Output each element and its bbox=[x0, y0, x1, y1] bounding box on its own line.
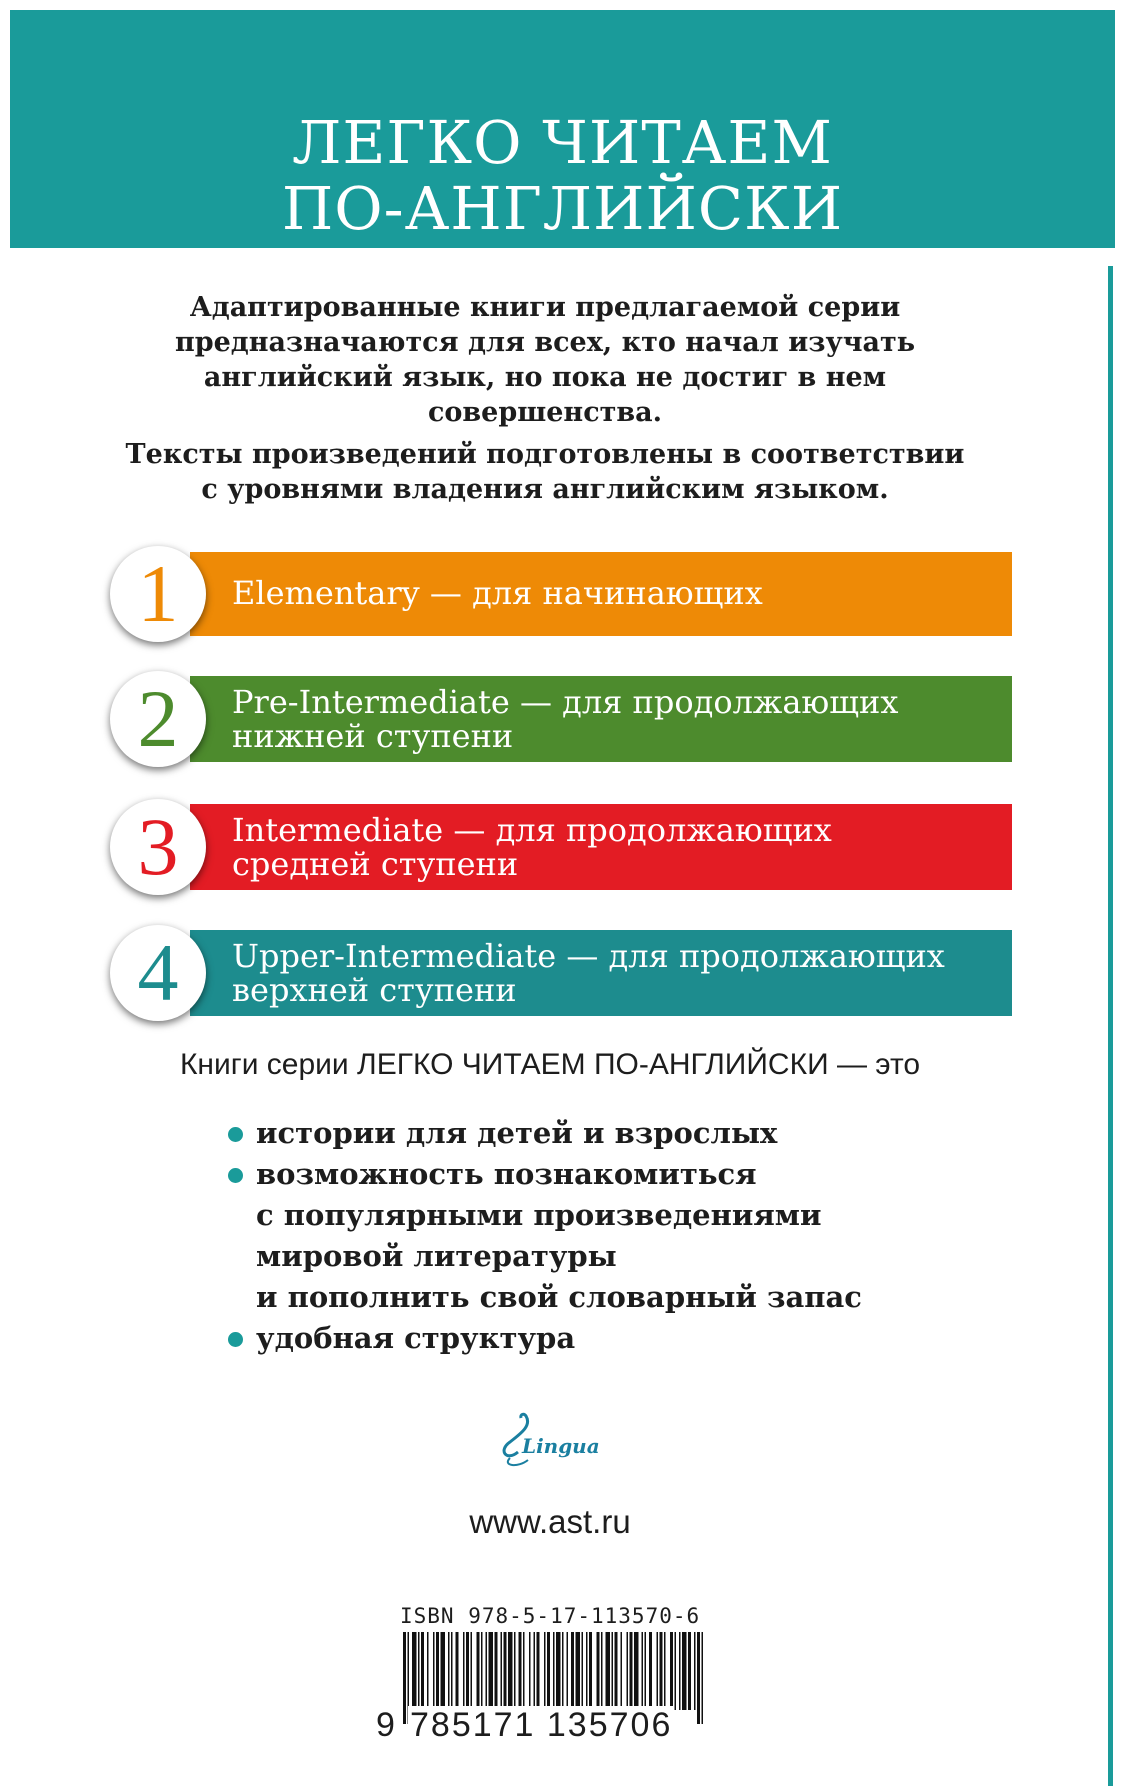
series-title-line-2: ПО-АНГЛИЙСКИ bbox=[281, 174, 844, 243]
barcode-bar bbox=[448, 1632, 450, 1710]
series-title-line-1: ЛЕГКО ЧИТАЕМ bbox=[292, 108, 833, 177]
barcode-bar bbox=[627, 1632, 629, 1710]
list-item-line: удобная структура bbox=[256, 1321, 576, 1355]
barcode-bar bbox=[582, 1632, 584, 1710]
barcode-bar bbox=[547, 1632, 550, 1710]
intro-line: Тексты произведений подготовлены в соответствии bbox=[125, 439, 965, 470]
intro-paragraph-1 bbox=[0, 290, 1090, 430]
barcode-bar bbox=[433, 1632, 435, 1710]
list-item bbox=[222, 1113, 862, 1154]
level-2-text bbox=[232, 685, 898, 753]
barcode-bar bbox=[606, 1632, 611, 1710]
list-item-line: истории для детей и взрослых bbox=[256, 1116, 778, 1150]
intro-line: Адаптированные книги предлагаемой серии bbox=[189, 292, 901, 323]
list-item bbox=[222, 1318, 862, 1359]
bullet-dot-icon bbox=[228, 1168, 243, 1183]
barcode-bar bbox=[486, 1632, 488, 1710]
level-3-number-badge: 3 bbox=[110, 799, 206, 895]
barcode-bar bbox=[649, 1632, 652, 1710]
barcode-bar bbox=[675, 1632, 677, 1710]
barcode-bar bbox=[567, 1632, 569, 1710]
barcode-bar bbox=[501, 1632, 503, 1710]
barcode-bar bbox=[601, 1632, 603, 1710]
barcode-digits: 785171 135706 bbox=[410, 1706, 673, 1744]
level-1-row bbox=[110, 548, 1012, 639]
barcode-bar bbox=[508, 1632, 513, 1710]
barcode-bar bbox=[657, 1632, 659, 1710]
barcode-bar bbox=[571, 1632, 574, 1710]
list-item-line: с популярными произведениями bbox=[256, 1198, 822, 1232]
level-4-line-1: Upper-Intermediate — для продолжающих bbox=[232, 937, 945, 975]
level-1-text bbox=[232, 576, 763, 610]
list-item-line: возможность познакомиться bbox=[256, 1157, 757, 1191]
series-description: Книги серии ЛЕГКО ЧИТАЕМ ПО-АНГЛИЙСКИ — это bbox=[179, 1048, 921, 1081]
barcode-bar bbox=[630, 1632, 633, 1710]
barcode-bar bbox=[481, 1632, 483, 1710]
barcode-bar bbox=[537, 1632, 540, 1710]
bullet-dot-icon bbox=[228, 1127, 243, 1142]
level-4-line-2: верхней ступени bbox=[232, 971, 517, 1009]
barcode-bar bbox=[597, 1632, 600, 1710]
lingua-logo-text: Lingua bbox=[522, 1434, 600, 1458]
barcode-bar bbox=[421, 1632, 424, 1710]
barcode-bar bbox=[645, 1632, 647, 1710]
barcode-bar bbox=[679, 1632, 681, 1710]
barcode-bar bbox=[519, 1632, 522, 1710]
barcode-bar bbox=[427, 1632, 429, 1710]
list-item bbox=[222, 1154, 862, 1318]
barcode-bar bbox=[670, 1632, 673, 1710]
bullet-dot-icon bbox=[228, 1332, 243, 1347]
barcode-bar bbox=[589, 1632, 592, 1710]
barcode-bar bbox=[621, 1632, 623, 1710]
level-2-number-badge: 2 bbox=[110, 671, 206, 767]
level-4-number-badge: 4 bbox=[110, 925, 206, 1021]
feature-list bbox=[222, 1113, 862, 1359]
series-title bbox=[10, 110, 1115, 242]
barcode-bar bbox=[634, 1632, 639, 1710]
barcode-bar bbox=[682, 1632, 687, 1710]
barcode-bar bbox=[697, 1632, 700, 1724]
barcode-bar bbox=[403, 1632, 406, 1724]
barcode-bar bbox=[514, 1632, 516, 1710]
barcode-bar bbox=[534, 1632, 536, 1710]
barcode-bar bbox=[441, 1632, 446, 1710]
barcode-bar bbox=[418, 1632, 420, 1710]
intro-line: с уровнями владения английским языком. bbox=[201, 474, 889, 505]
header-banner bbox=[10, 10, 1115, 248]
barcode-bar bbox=[504, 1632, 507, 1710]
level-1-line-1: Elementary — для начинающих bbox=[232, 574, 763, 612]
barcode-lead-digit: 9 bbox=[376, 1706, 397, 1744]
level-3-row bbox=[110, 801, 1012, 892]
intro-line: английский язык, но пока не достиг в нем bbox=[203, 362, 887, 393]
barcode-bar bbox=[612, 1632, 614, 1710]
barcode-bar bbox=[412, 1632, 417, 1710]
level-2-line-1: Pre-Intermediate — для продолжающих bbox=[232, 683, 899, 721]
barcode-bar bbox=[660, 1632, 663, 1710]
level-4-row bbox=[110, 927, 1012, 1018]
barcode-bar bbox=[664, 1632, 666, 1710]
barcode-bar bbox=[489, 1632, 494, 1710]
barcode-bar bbox=[694, 1632, 696, 1710]
intro-line: совершенства. bbox=[427, 397, 663, 428]
publisher-url: www.ast.ru bbox=[469, 1503, 631, 1540]
level-4-text bbox=[232, 939, 945, 1007]
level-2-line-2: нижней ступени bbox=[232, 717, 514, 755]
right-accent-stripe bbox=[1108, 266, 1113, 1786]
list-item-line: и пополнить свой словарный запас bbox=[256, 1280, 862, 1314]
barcode-bar bbox=[495, 1632, 498, 1710]
level-3-text bbox=[232, 813, 832, 881]
barcode-bar bbox=[562, 1632, 564, 1710]
barcode-bar bbox=[586, 1632, 588, 1710]
barcode-bar bbox=[436, 1632, 439, 1710]
barcode-bar bbox=[576, 1632, 581, 1710]
level-3-line-1: Intermediate — для продолжающих bbox=[232, 811, 832, 849]
barcode-bar bbox=[523, 1632, 525, 1710]
barcode-bar bbox=[615, 1632, 618, 1710]
barcode-bar bbox=[471, 1632, 473, 1710]
level-2-row bbox=[110, 673, 1012, 764]
barcode-bar bbox=[544, 1632, 546, 1710]
barcode-bar bbox=[556, 1632, 561, 1710]
barcode-bar bbox=[463, 1632, 465, 1710]
barcode-bar bbox=[466, 1632, 469, 1710]
barcode-bar bbox=[529, 1632, 531, 1710]
barcode-bar bbox=[456, 1632, 459, 1710]
intro-line: предназначаются для всех, кто начал изучать bbox=[174, 327, 916, 358]
level-1-number-badge: 1 bbox=[110, 546, 206, 642]
barcode-bar bbox=[477, 1632, 480, 1710]
barcode-bar bbox=[451, 1632, 453, 1710]
lingua-logo bbox=[488, 1412, 608, 1472]
barcode-bar bbox=[702, 1632, 704, 1724]
intro-paragraph-2 bbox=[0, 437, 1090, 507]
level-3-line-2: средней ступени bbox=[232, 845, 519, 883]
barcode-bar bbox=[688, 1632, 691, 1710]
list-item-line: мировой литературы bbox=[256, 1239, 617, 1273]
barcode-bar bbox=[642, 1632, 644, 1710]
isbn-label: ISBN 978-5-17-113570-6 bbox=[400, 1604, 701, 1628]
